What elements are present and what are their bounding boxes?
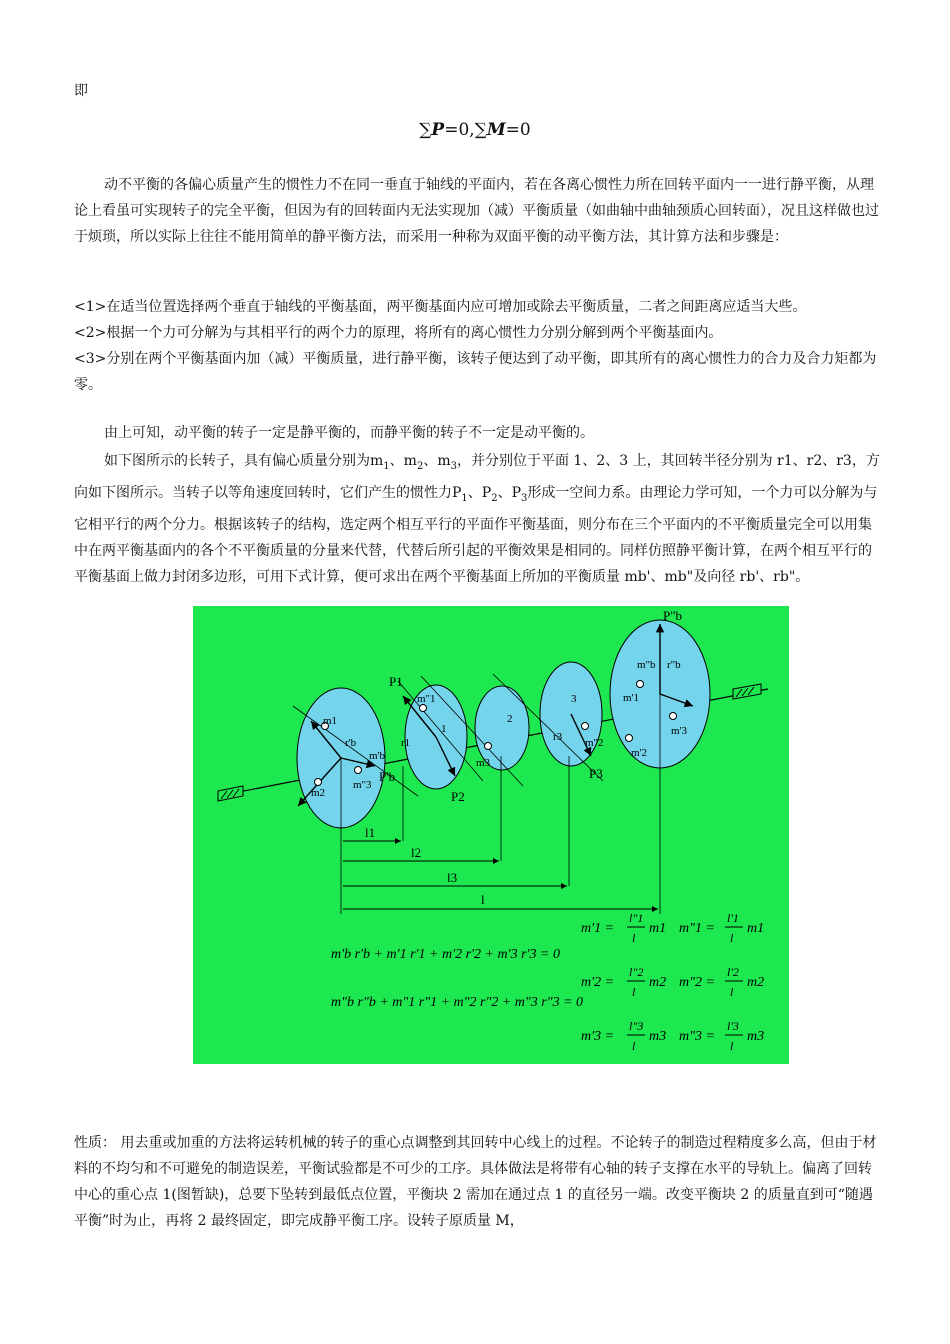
left-support-icon [218, 786, 243, 801]
long-rotor-paragraph: 如下图所示的长转子，具有偏心质量分别为$m_1$、$m_2$、$m_3$，并分别位于平面 1、2、3 上，其回转半径分别为 r1、r2、r3，方向如下图所示。当转子以等角速度回转时，它们产生的惯性力$P_1$、$P_2$、$P_3$形成一空间力系。由理论力学可知，一个力可以分解为与它相平行的两个分力。根据该转子的结构，选定两个相互平行的平面作平衡基面，则分布在三个平面内的不平衡质量完全可以用集中在两平衡基面内的各个不平衡质量的分量来代替，代替后所引起的平衡效果是相同的。同样仿照静平衡计算，在两个相互平行的平衡基面上做力封闭多边形，可用下式计算，便可求出在两个平衡基面上所加的平衡质量 mb'、mb"及向径 rb'、rb"。 [74, 453, 880, 585]
svg-text:m1: m1 [649, 921, 667, 936]
svg-text:m"3 =: m"3 = [679, 1029, 715, 1044]
equation-right-6 [679, 1019, 764, 1053]
svg-text:l'2: l'2 [727, 965, 739, 979]
svg-text:m3: m3 [747, 1029, 765, 1044]
equation-right-2 [679, 911, 764, 945]
label-m2: m2 [311, 787, 326, 799]
equation-right-1 [581, 911, 666, 945]
svg-text:l: l [632, 985, 636, 999]
label-m3p: m'3 [671, 725, 688, 737]
label-l: l [481, 892, 485, 907]
svg-text:m1: m1 [747, 921, 765, 936]
label-m3: m3 [476, 757, 491, 769]
svg-text:l: l [730, 1039, 734, 1053]
label-r3: r3 [553, 731, 563, 743]
label-m1p: m'1 [623, 692, 640, 704]
svg-text:m'3 =: m'3 = [581, 1029, 615, 1044]
svg-text:m"2 =: m"2 = [679, 975, 715, 990]
step-1: <1>在适当位置选择两个垂直于轴线的平衡基面，两平衡基面内应可增加或除去平衡质量，二者之间距离应适当大些。 [74, 299, 807, 315]
formula-part: =0, [444, 120, 475, 140]
label-l1: l1 [365, 825, 376, 840]
property-paragraph: 性质： 用去重或加重的方法将运转机械的转子的重心点调整到其回转中心线上的过程。不论转子的制造过程精度多么高，但由于材料的不均匀和不可避免的制造误差，平衡试验都是不可少的工序。具体做法是将带有心轴的转子支撑在水平的导轨上。偏离了回转中心的重心点 1(图暂缺)，总要下坠转到最低点位置，平衡块 2 需加在通过点 1 的直径另一端。改变平衡块 2 的质量直到可“随遇平衡”时为止，再将 2 最终固定，即完成静平衡工序。设转子原质量 M， [74, 1135, 877, 1229]
equation-right-3 [581, 965, 666, 999]
label-Pb1: P'b [379, 769, 396, 784]
intro-word: 即 [74, 83, 88, 99]
conclusion-paragraph: 由上可知，动平衡的转子一定是静平衡的，而静平衡的转子不一定是动平衡的。 [104, 425, 594, 441]
moment-symbol: M [486, 120, 506, 140]
dynamic-balance-paragraph: 动不平衡的各偏心质量产生的惯性力不在同一垂直于轴线的平面内，若在各离心惯性力所在回转平面内一一进行静平衡，从理论上看虽可实现转子的完全平衡，但因为有的回转面内无法实现加（减）平衡质量（如曲轴中曲轴颈质心回转面），况且这样做也过于烦琐，所以实际上往往不能用简单的静平衡方法，而采用一种称为双面平衡的动平衡方法，其计算方法和步骤是： [74, 177, 879, 245]
label-m3pp: m"3 [353, 779, 372, 791]
label-disk-1: 1 [441, 723, 447, 735]
equation-right-4 [679, 965, 764, 999]
label-disk-3: 3 [571, 693, 577, 705]
right-support-icon [733, 684, 761, 699]
label-m1pp: m"1 [417, 693, 436, 705]
label-P1: P1 [389, 674, 403, 689]
svg-text:l: l [632, 931, 636, 945]
step-3: <3>分别在两个平衡基面内加（减）平衡质量，进行静平衡，该转子便达到了动平衡，即其所有的离心惯性力的合力及合力矩都为零。 [74, 351, 877, 393]
sum-symbol: ∑ [419, 120, 432, 140]
label-l3: l3 [447, 870, 458, 885]
label-P2: P2 [451, 789, 465, 804]
svg-text:l'1: l'1 [727, 911, 739, 925]
svg-text:l"1: l"1 [629, 911, 644, 925]
svg-text:l"2: l"2 [629, 965, 644, 979]
svg-text:l: l [632, 1039, 636, 1053]
svg-text:m'2 =: m'2 = [581, 975, 615, 990]
label-P3: P3 [589, 766, 603, 781]
formula-part: =0 [505, 120, 531, 140]
equilibrium-formula [0, 120, 950, 140]
long-rotor-figure [193, 606, 789, 1064]
svg-text:m3: m3 [649, 1029, 667, 1044]
step-2: <2>根据一个力可分解为与其相平行的两个力的原理，将所有的离心惯性力分别分解到两个平衡基面内。 [74, 325, 723, 341]
force-symbol: P [431, 120, 445, 140]
label-rb1: r'b [345, 737, 357, 749]
svg-text:m'1 =: m'1 = [581, 921, 615, 936]
label-m2pp: m"2 [585, 737, 604, 749]
label-l2: l2 [411, 845, 422, 860]
label-disk-2: 2 [507, 713, 513, 725]
svg-text:l: l [730, 931, 734, 945]
svg-text:l: l [730, 985, 734, 999]
equation-left-1: m'b r'b + m'1 r'1 + m'2 r'2 + m'3 r'3 = 0 [331, 947, 560, 962]
svg-text:l'3: l'3 [727, 1019, 739, 1033]
label-r1: r1 [401, 737, 411, 749]
equation-left-2: m"b r"b + m"1 r"1 + m"2 r"2 + m"3 r"3 = 0 [331, 995, 584, 1010]
svg-text:m"1 =: m"1 = [679, 921, 715, 936]
svg-text:m2: m2 [649, 975, 667, 990]
equation-right-5 [581, 1019, 666, 1053]
label-rb2: r"b [667, 659, 681, 671]
label-Pb2: P"b [663, 608, 683, 623]
svg-text:l"3: l"3 [629, 1019, 644, 1033]
sum-symbol: ∑ [474, 120, 487, 140]
label-m2p: m'2 [631, 747, 648, 759]
svg-text:m2: m2 [747, 975, 765, 990]
label-mb2: m"b [637, 659, 656, 671]
label-m1: m1 [323, 715, 338, 727]
label-mb1: m'b [369, 750, 386, 762]
